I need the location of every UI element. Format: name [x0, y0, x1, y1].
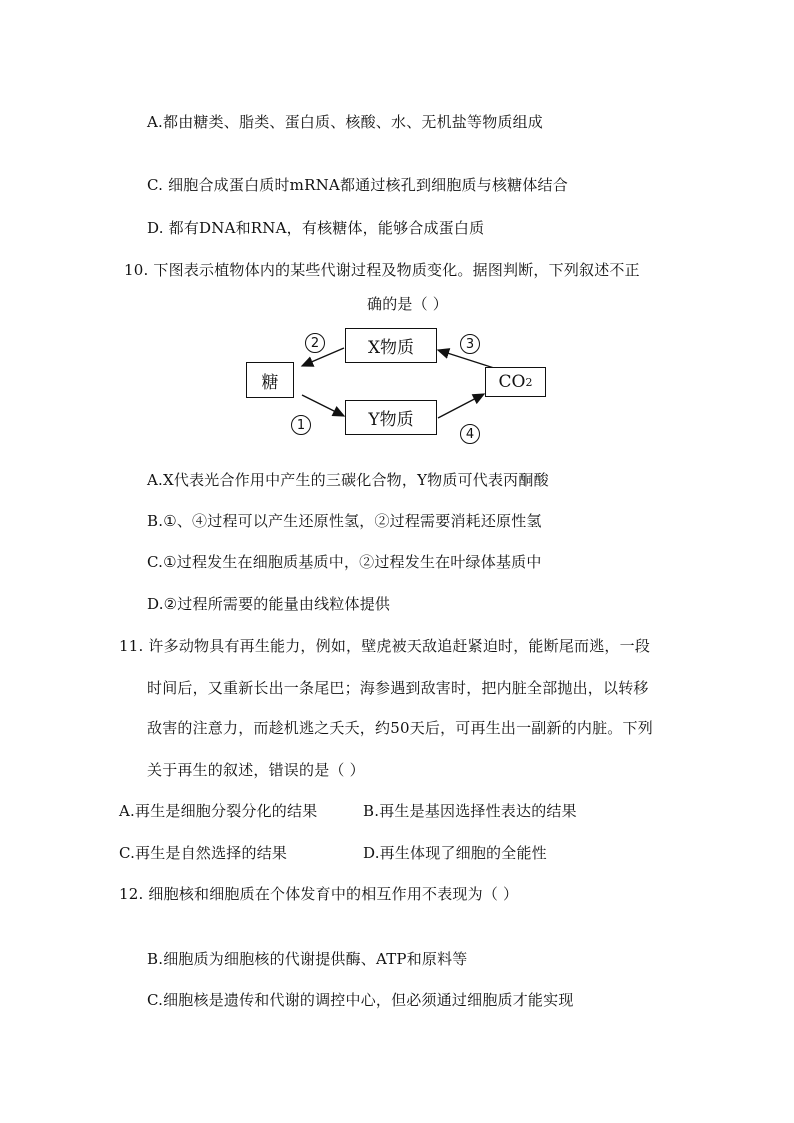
q12-option-c: C.细胞核是遗传和代谢的调控中心，但必须通过细胞质才能实现 — [147, 991, 574, 1009]
x-substance-box: X物质 — [345, 328, 437, 363]
q12-option-b: B.细胞质为细胞核的代谢提供酶、ATP和原料等 — [147, 950, 468, 968]
q10-option-b: B.①、④过程可以产生还原性氢，②过程需要消耗还原性氢 — [147, 512, 542, 530]
q9-option-a: A.都由糖类、脂类、蛋白质、核酸、水、无机盐等物质组成 — [147, 113, 544, 131]
q9-option-d: D. 都有DNA和RNA，有核糖体，能够合成蛋白质 — [147, 219, 485, 237]
q12-stem: 12. 细胞核和细胞质在个体发育中的相互作用不表现为（ ） — [119, 885, 519, 903]
q10-stem-line1: 10. 下图表示植物体内的某些代谢过程及物质变化。据图判断，下列叙述不正 — [124, 261, 640, 279]
q11-stem-line3: 敌害的注意力，而趁机逃之夭夭，约50天后，可再生出一副新的内脏。下列 — [147, 719, 653, 737]
q11-option-c: C.再生是自然选择的结果 — [119, 844, 288, 862]
step-4-marker: 4 — [460, 424, 480, 444]
co2-box — [485, 367, 546, 397]
q11-stem-line2: 时间后，又重新长出一条尾巴；海参遇到敌害时，把内脏全部抛出，以转移 — [147, 679, 649, 697]
q11-option-b: B.再生是基因选择性表达的结果 — [363, 802, 577, 820]
q11-stem-line4: 关于再生的叙述，错误的是（ ） — [147, 761, 365, 779]
q9-option-c: C. 细胞合成蛋白质时mRNA都通过核孔到细胞质与核糖体结合 — [147, 176, 568, 194]
sugar-box: 糖 — [246, 362, 294, 398]
step-3-marker: 3 — [460, 334, 480, 354]
q11-stem-line1: 11. 许多动物具有再生能力，例如，壁虎被天敌追赶紧迫时，能断尾而逃，一段 — [119, 637, 651, 655]
q10-stem-line2: 确的是（ ） — [367, 295, 448, 313]
step-1-marker: 1 — [291, 415, 311, 435]
arrow-sugar-to-y — [302, 395, 344, 416]
q10-option-c: C.①过程发生在细胞质基质中，②过程发生在叶绿体基质中 — [147, 553, 542, 571]
co2-subscript: 2 — [525, 375, 533, 389]
co2-label: CO — [498, 372, 526, 392]
y-substance-box: Y物质 — [345, 400, 437, 435]
step-2-marker: 2 — [305, 333, 325, 353]
metabolism-diagram — [240, 320, 560, 445]
q10-option-a: A.X代表光合作用中产生的三碳化合物，Y物质可代表丙酮酸 — [147, 471, 549, 489]
q11-option-a: A.再生是细胞分裂分化的结果 — [119, 802, 318, 820]
q11-option-d: D.再生体现了细胞的全能性 — [363, 844, 547, 862]
arrow-y-to-co2 — [438, 394, 484, 418]
q10-option-d: D.②过程所需要的能量由线粒体提供 — [147, 595, 391, 613]
